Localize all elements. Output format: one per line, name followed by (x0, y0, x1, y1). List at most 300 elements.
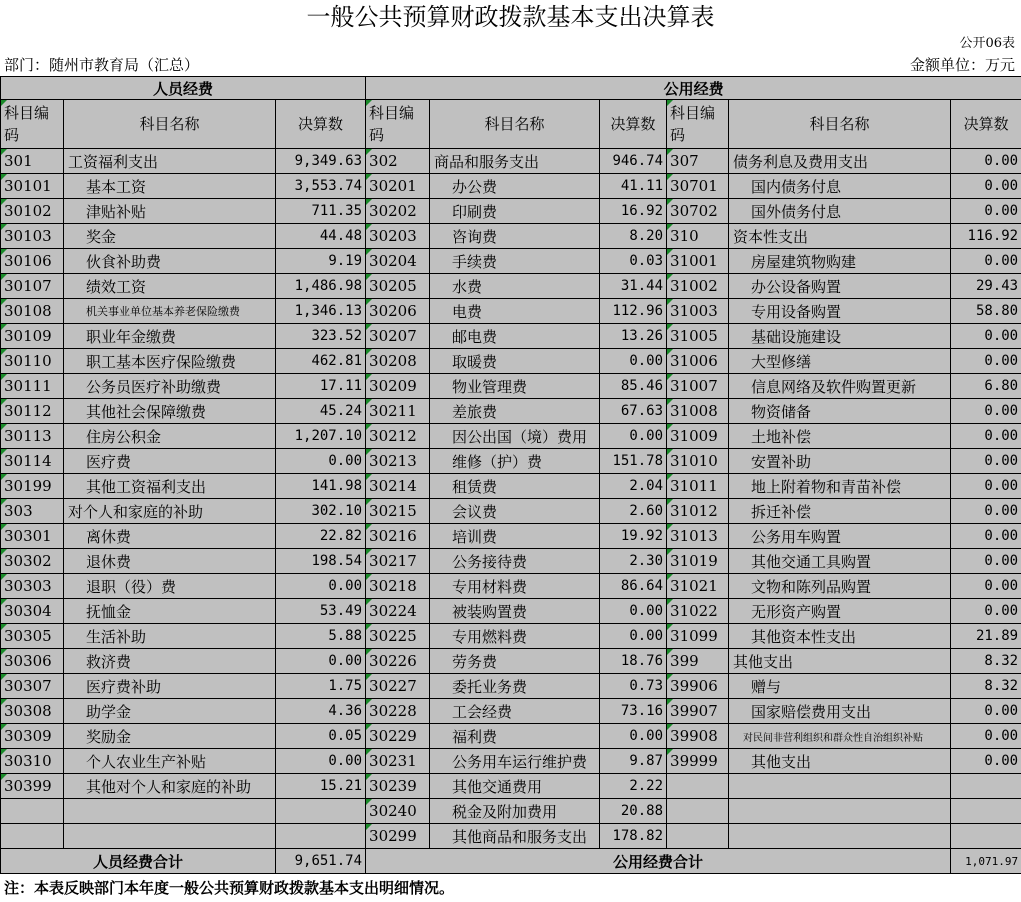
item-code: 30211 (366, 399, 430, 424)
item-amount: 116.92 (951, 224, 1021, 249)
item-name: 抚恤金 (64, 599, 276, 624)
item-name: 拆迁补偿 (729, 499, 951, 524)
item-code: 301 (1, 149, 64, 174)
item-amount: 0.00 (951, 724, 1021, 749)
item-amount: 0.00 (951, 399, 1021, 424)
item-name: 国内债务付息 (729, 174, 951, 199)
item-amount: 178.82 (600, 824, 667, 849)
item-amount: 1,346.13 (276, 299, 366, 324)
item-name: 助学金 (64, 699, 276, 724)
item-code: 30208 (366, 349, 430, 374)
item-name: 退休费 (64, 549, 276, 574)
item-amount: 20.88 (600, 799, 667, 824)
item-amount: 86.64 (600, 574, 667, 599)
item-amount: 9,349.63 (276, 149, 366, 174)
item-code: 30309 (1, 724, 64, 749)
item-name (729, 799, 951, 824)
item-name: 职业年金缴费 (64, 324, 276, 349)
item-code: 31099 (667, 624, 729, 649)
item-code: 31009 (667, 424, 729, 449)
item-amount: 0.00 (951, 149, 1021, 174)
table-row (1, 424, 1021, 449)
item-code: 31022 (667, 599, 729, 624)
item-amount: 1,207.10 (276, 424, 366, 449)
item-code: 31019 (667, 549, 729, 574)
item-amount: 6.80 (951, 374, 1021, 399)
item-name: 培训费 (430, 524, 600, 549)
item-code: 30307 (1, 674, 64, 699)
item-code (667, 774, 729, 799)
item-amount: 141.98 (276, 474, 366, 499)
item-amount: 9.19 (276, 249, 366, 274)
item-code: 39906 (667, 674, 729, 699)
item-code: 307 (667, 149, 729, 174)
item-name: 医疗费补助 (64, 674, 276, 699)
table-row (1, 774, 1021, 799)
item-name: 会议费 (430, 499, 600, 524)
item-name: 津贴补贴 (64, 199, 276, 224)
item-name: 物业管理费 (430, 374, 600, 399)
item-name: 其他社会保障缴费 (64, 399, 276, 424)
item-code: 30217 (366, 549, 430, 574)
amount-unit-label: 金额单位：万元 (909, 56, 1015, 74)
item-code: 30205 (366, 274, 430, 299)
item-amount: 946.74 (600, 149, 667, 174)
item-amount: 0.00 (951, 424, 1021, 449)
item-amount: 58.80 (951, 299, 1021, 324)
item-code: 30113 (1, 424, 64, 449)
item-amount: 112.96 (600, 299, 667, 324)
item-name: 赠与 (729, 674, 951, 699)
item-amount: 0.00 (951, 524, 1021, 549)
item-code: 30229 (366, 724, 430, 749)
item-code: 30203 (366, 224, 430, 249)
item-code (667, 799, 729, 824)
item-amount: 29.43 (951, 274, 1021, 299)
item-amount: 0.73 (600, 674, 667, 699)
item-amount: 21.89 (951, 624, 1021, 649)
item-code: 30204 (366, 249, 430, 274)
item-amount: 462.81 (276, 349, 366, 374)
item-name: 其他商品和服务支出 (430, 824, 600, 849)
item-code: 30215 (366, 499, 430, 524)
table-row (1, 549, 1021, 574)
item-amount: 13.26 (600, 324, 667, 349)
table-row (1, 524, 1021, 549)
item-name (64, 799, 276, 824)
item-amount: 0.00 (600, 624, 667, 649)
item-name: 个人农业生产补贴 (64, 749, 276, 774)
item-name (729, 824, 951, 849)
table-row (1, 149, 1021, 174)
item-code: 30231 (366, 749, 430, 774)
item-name: 公务用车运行维护费 (430, 749, 600, 774)
item-name: 伙食补助费 (64, 249, 276, 274)
table-row (1, 274, 1021, 299)
item-code: 30107 (1, 274, 64, 299)
item-code: 30216 (366, 524, 430, 549)
item-code: 30214 (366, 474, 430, 499)
item-name: 电费 (430, 299, 600, 324)
item-name: 对民间非营利组织和群众性自治组织补贴 (729, 724, 951, 749)
item-amount: 67.63 (600, 399, 667, 424)
item-code: 39999 (667, 749, 729, 774)
item-code: 31003 (667, 299, 729, 324)
item-code: 30109 (1, 324, 64, 349)
item-name: 租赁费 (430, 474, 600, 499)
item-code: 30299 (366, 824, 430, 849)
item-amount: 0.00 (276, 649, 366, 674)
item-code: 30201 (366, 174, 430, 199)
item-amount: 1.75 (276, 674, 366, 699)
item-amount: 8.32 (951, 649, 1021, 674)
item-amount: 2.22 (600, 774, 667, 799)
table-row (1, 349, 1021, 374)
item-code: 30206 (366, 299, 430, 324)
item-code: 30213 (366, 449, 430, 474)
item-code: 30226 (366, 649, 430, 674)
item-code: 31011 (667, 474, 729, 499)
item-amount: 44.48 (276, 224, 366, 249)
item-amount: 323.52 (276, 324, 366, 349)
item-name: 国外债务付息 (729, 199, 951, 224)
item-amount: 2.30 (600, 549, 667, 574)
item-amount: 16.92 (600, 199, 667, 224)
item-name: 机关事业单位基本养老保险缴费 (64, 299, 276, 324)
item-code: 31001 (667, 249, 729, 274)
item-name: 其他支出 (729, 649, 951, 674)
item-code: 31002 (667, 274, 729, 299)
item-amount: 18.76 (600, 649, 667, 674)
item-code: 302 (366, 149, 430, 174)
table-row (1, 699, 1021, 724)
item-code: 30308 (1, 699, 64, 724)
item-code: 39908 (667, 724, 729, 749)
item-name: 债务利息及费用支出 (729, 149, 951, 174)
table-row (1, 674, 1021, 699)
item-amount: 0.00 (951, 174, 1021, 199)
item-code: 30209 (366, 374, 430, 399)
table-row (1, 724, 1021, 749)
item-code: 30106 (1, 249, 64, 274)
column-header-amount: 决算数 (600, 100, 667, 149)
item-name: 工会经费 (430, 699, 600, 724)
footnote: 注：本表反映部门本年度一般公共预算财政拨款基本支出明细情况。 (4, 879, 455, 897)
item-code: 30202 (366, 199, 430, 224)
table-row (1, 399, 1021, 424)
table-row (1, 374, 1021, 399)
item-name: 物资储备 (729, 399, 951, 424)
item-name: 办公费 (430, 174, 600, 199)
item-code: 31012 (667, 499, 729, 524)
item-code: 31021 (667, 574, 729, 599)
personnel-total-value: 9,651.74 (276, 849, 366, 874)
column-header-name: 科目名称 (64, 100, 276, 149)
column-header-code: 科目编码 (366, 100, 430, 149)
item-name: 大型修缮 (729, 349, 951, 374)
item-code: 30110 (1, 349, 64, 374)
item-code: 30304 (1, 599, 64, 624)
column-header-name: 科目名称 (430, 100, 600, 149)
item-name: 手续费 (430, 249, 600, 274)
item-name: 对个人和家庭的补助 (64, 499, 276, 524)
item-amount: 8.32 (951, 674, 1021, 699)
public-total-value: 1,071.97 (951, 849, 1021, 874)
item-name: 劳务费 (430, 649, 600, 674)
item-amount: 0.00 (600, 349, 667, 374)
item-name: 生活补助 (64, 624, 276, 649)
item-name: 资本性支出 (729, 224, 951, 249)
column-header-code: 科目编码 (667, 100, 729, 149)
item-name: 福利费 (430, 724, 600, 749)
item-code: 31013 (667, 524, 729, 549)
item-amount: 5.88 (276, 624, 366, 649)
item-code: 30301 (1, 524, 64, 549)
item-amount: 0.00 (600, 424, 667, 449)
item-code: 30103 (1, 224, 64, 249)
item-code: 30114 (1, 449, 64, 474)
item-name: 信息网络及软件购置更新 (729, 374, 951, 399)
item-code: 31010 (667, 449, 729, 474)
table-row (1, 199, 1021, 224)
item-code: 39907 (667, 699, 729, 724)
item-amount: 1,486.98 (276, 274, 366, 299)
item-name: 公务接待费 (430, 549, 600, 574)
item-name: 医疗费 (64, 449, 276, 474)
table-row (1, 749, 1021, 774)
department-label: 部门：随州市教育局（汇总） (4, 56, 200, 74)
item-amount: 0.00 (951, 549, 1021, 574)
item-name: 因公出国（境）费用 (430, 424, 600, 449)
table-row (1, 449, 1021, 474)
item-name: 其他工资福利支出 (64, 474, 276, 499)
item-amount: 0.00 (951, 474, 1021, 499)
item-amount (276, 799, 366, 824)
item-amount: 2.04 (600, 474, 667, 499)
item-name (64, 824, 276, 849)
column-header-amount: 决算数 (276, 100, 366, 149)
personnel-total-label: 人员经费合计 (1, 849, 276, 874)
item-name: 基本工资 (64, 174, 276, 199)
item-name: 奖金 (64, 224, 276, 249)
item-amount: 9.87 (600, 749, 667, 774)
item-name: 职工基本医疗保险缴费 (64, 349, 276, 374)
item-amount: 0.00 (600, 724, 667, 749)
item-code: 30302 (1, 549, 64, 574)
table-row (1, 324, 1021, 349)
item-name: 公务用车购置 (729, 524, 951, 549)
item-name: 安置补助 (729, 449, 951, 474)
table-row (1, 624, 1021, 649)
item-code: 30306 (1, 649, 64, 674)
item-name: 咨询费 (430, 224, 600, 249)
table-row (1, 599, 1021, 624)
item-name: 被装购置费 (430, 599, 600, 624)
item-amount: 198.54 (276, 549, 366, 574)
item-name: 其他交通工具购置 (729, 549, 951, 574)
item-name: 水费 (430, 274, 600, 299)
item-amount: 85.46 (600, 374, 667, 399)
item-code: 30303 (1, 574, 64, 599)
item-code: 30702 (667, 199, 729, 224)
item-amount: 2.60 (600, 499, 667, 524)
item-name: 印刷费 (430, 199, 600, 224)
item-amount: 17.11 (276, 374, 366, 399)
column-header-code: 科目编码 (1, 100, 64, 149)
item-code: 30305 (1, 624, 64, 649)
item-amount: 0.00 (600, 599, 667, 624)
item-name: 税金及附加费用 (430, 799, 600, 824)
item-amount: 73.16 (600, 699, 667, 724)
item-code: 31008 (667, 399, 729, 424)
item-amount: 0.00 (276, 574, 366, 599)
item-name (729, 774, 951, 799)
item-amount: 0.00 (951, 499, 1021, 524)
item-code: 31005 (667, 324, 729, 349)
item-amount: 0.00 (951, 199, 1021, 224)
item-name: 住房公积金 (64, 424, 276, 449)
page-title: 一般公共预算财政拨款基本支出决算表 (306, 3, 715, 31)
item-amount (951, 824, 1021, 849)
item-name: 工资福利支出 (64, 149, 276, 174)
item-name: 取暖费 (430, 349, 600, 374)
item-code: 30240 (366, 799, 430, 824)
item-amount: 0.00 (276, 749, 366, 774)
item-code: 30218 (366, 574, 430, 599)
item-name: 其他交通费用 (430, 774, 600, 799)
item-amount (951, 774, 1021, 799)
item-name: 土地补偿 (729, 424, 951, 449)
item-amount: 0.03 (600, 249, 667, 274)
item-code: 30212 (366, 424, 430, 449)
group-header-personnel: 人员经费 (1, 77, 366, 100)
item-amount: 31.44 (600, 274, 667, 299)
item-name: 无形资产购置 (729, 599, 951, 624)
table-row (1, 649, 1021, 674)
item-name: 地上附着物和青苗补偿 (729, 474, 951, 499)
group-header-public: 公用经费 (366, 77, 1021, 100)
item-name: 公务员医疗补助缴费 (64, 374, 276, 399)
item-amount: 0.00 (951, 599, 1021, 624)
item-name: 其他支出 (729, 749, 951, 774)
item-name: 其他对个人和家庭的补助 (64, 774, 276, 799)
column-header-name: 科目名称 (729, 100, 951, 149)
item-amount: 0.00 (951, 749, 1021, 774)
table-row (1, 824, 1021, 849)
item-amount: 15.21 (276, 774, 366, 799)
item-code: 30102 (1, 199, 64, 224)
public-total-label: 公用经费合计 (366, 849, 951, 874)
item-code: 31007 (667, 374, 729, 399)
table-row (1, 224, 1021, 249)
form-number: 公开06表 (959, 36, 1015, 51)
item-code: 30101 (1, 174, 64, 199)
item-name: 国家赔偿费用支出 (729, 699, 951, 724)
item-code: 31006 (667, 349, 729, 374)
item-code: 30399 (1, 774, 64, 799)
item-code: 30227 (366, 674, 430, 699)
item-code: 30111 (1, 374, 64, 399)
table-row (1, 574, 1021, 599)
item-amount: 41.11 (600, 174, 667, 199)
item-name: 绩效工资 (64, 274, 276, 299)
item-code: 30239 (366, 774, 430, 799)
item-code: 30112 (1, 399, 64, 424)
item-code (667, 824, 729, 849)
item-amount: 711.35 (276, 199, 366, 224)
item-name: 专用燃料费 (430, 624, 600, 649)
item-amount: 0.00 (951, 324, 1021, 349)
item-amount: 0.00 (951, 249, 1021, 274)
item-amount: 19.92 (600, 524, 667, 549)
item-name: 救济费 (64, 649, 276, 674)
item-name: 专用设备购置 (729, 299, 951, 324)
item-code: 303 (1, 499, 64, 524)
table-row (1, 299, 1021, 324)
expenditure-table (0, 76, 1021, 874)
item-amount: 0.00 (951, 574, 1021, 599)
item-amount: 8.20 (600, 224, 667, 249)
item-amount: 0.00 (951, 349, 1021, 374)
item-code: 30310 (1, 749, 64, 774)
item-amount: 0.00 (951, 449, 1021, 474)
item-code: 30224 (366, 599, 430, 624)
column-header-amount: 决算数 (951, 100, 1021, 149)
table-row (1, 474, 1021, 499)
item-code (1, 824, 64, 849)
item-code: 30108 (1, 299, 64, 324)
item-amount: 0.05 (276, 724, 366, 749)
item-code (1, 799, 64, 824)
item-code: 30199 (1, 474, 64, 499)
item-amount: 53.49 (276, 599, 366, 624)
item-name: 文物和陈列品购置 (729, 574, 951, 599)
item-name: 委托业务费 (430, 674, 600, 699)
table-row (1, 174, 1021, 199)
item-name: 办公设备购置 (729, 274, 951, 299)
item-name: 退职（役）费 (64, 574, 276, 599)
item-name: 差旅费 (430, 399, 600, 424)
table-row (1, 249, 1021, 274)
item-code: 30228 (366, 699, 430, 724)
item-amount: 3,553.74 (276, 174, 366, 199)
item-code: 30207 (366, 324, 430, 349)
item-amount: 0.00 (276, 449, 366, 474)
item-name: 基础设施建设 (729, 324, 951, 349)
item-name: 离休费 (64, 524, 276, 549)
item-code: 30225 (366, 624, 430, 649)
item-amount: 4.36 (276, 699, 366, 724)
item-amount: 45.24 (276, 399, 366, 424)
item-code: 30701 (667, 174, 729, 199)
item-code: 399 (667, 649, 729, 674)
item-amount: 151.78 (600, 449, 667, 474)
item-name: 专用材料费 (430, 574, 600, 599)
item-amount: 22.82 (276, 524, 366, 549)
item-name: 商品和服务支出 (430, 149, 600, 174)
item-name: 其他资本性支出 (729, 624, 951, 649)
item-amount: 0.00 (951, 699, 1021, 724)
table-row (1, 499, 1021, 524)
item-name: 邮电费 (430, 324, 600, 349)
item-name: 房屋建筑物购建 (729, 249, 951, 274)
item-amount (951, 799, 1021, 824)
item-code: 310 (667, 224, 729, 249)
item-amount (276, 824, 366, 849)
item-name: 维修（护）费 (430, 449, 600, 474)
table-row (1, 799, 1021, 824)
item-name: 奖励金 (64, 724, 276, 749)
